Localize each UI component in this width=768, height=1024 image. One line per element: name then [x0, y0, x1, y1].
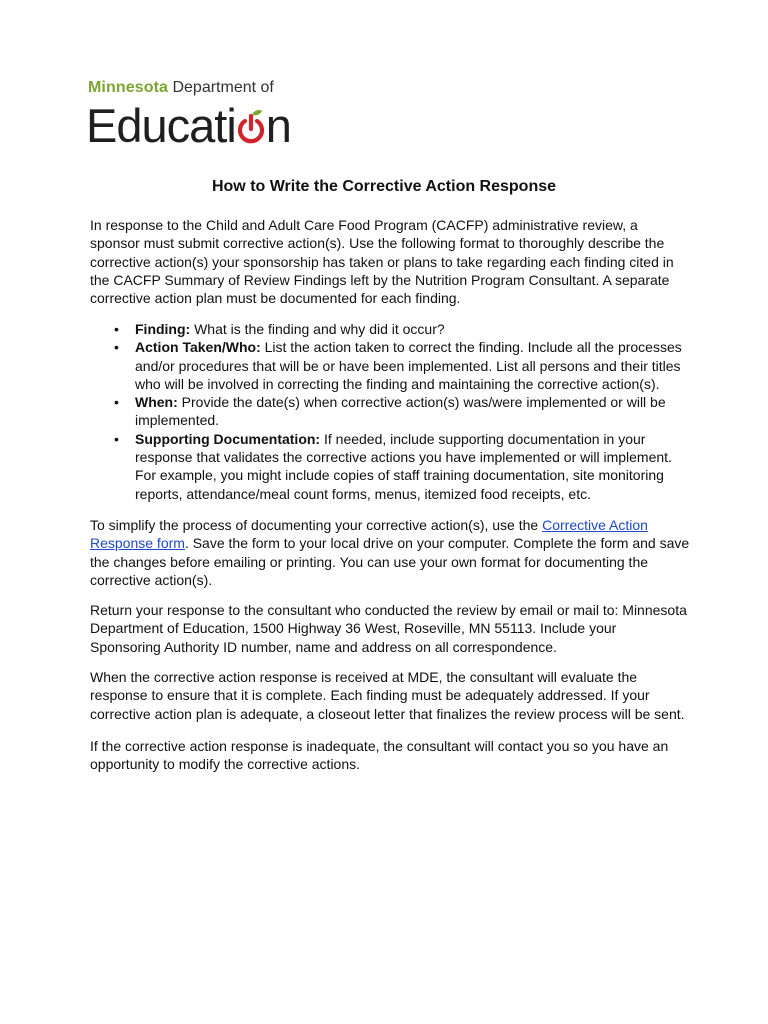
- bullet-text: Provide the date(s) when corrective action(s) was/were implemented or will be implemented.: [135, 394, 666, 429]
- bullet-label: Finding:: [135, 321, 191, 337]
- bullet-label: Action Taken/Who:: [135, 339, 261, 356]
- simplify-paragraph: [90, 516, 690, 589]
- list-item: [90, 430, 690, 503]
- apple-power-icon: [236, 108, 266, 142]
- logo-wordmark: [86, 100, 291, 152]
- bullet-text: List the action taken to correct the finding. Include all the processes and/or procedures that will be or have been implemented. List all persons and their titles who will be involved in correcting the finding and maintaining the corrective action(s).: [135, 339, 682, 392]
- bullet-text: If needed, include supporting documentation in your response that validates the corrective actions you have implemented or will implement. For example, you might include copies of staff training documentation, site monitoring reports, attendance/meal count forms, menus, itemized food receipts, etc.: [135, 430, 672, 502]
- evaluation-paragraph: When the corrective action response is received at MDE, the consultant will evaluate the response to ensure that it is complete. Each finding must be adequately addressed. If your corrective action plan is adequate, a closeout letter that finalizes the review process will be sent.: [90, 669, 685, 722]
- page-title: How to Write the Corrective Action Response: [211, 178, 557, 195]
- list-item: [90, 393, 690, 430]
- list-item: [90, 338, 690, 393]
- bullet-icon: •: [114, 430, 119, 447]
- logo-word-start: Educati: [86, 99, 236, 152]
- simplify-text-end: . Save the form to your local drive on your computer. Complete the form and save the changes before emailing or printing. You can use your own format for documenting the corrective action(s).: [90, 535, 690, 588]
- bullet-label: Supporting Documentation:: [135, 430, 321, 447]
- bullet-list: [90, 320, 690, 503]
- bullet-icon: •: [114, 339, 119, 356]
- logo-word-end: n: [265, 99, 291, 152]
- logo-state: Minnesota: [88, 79, 169, 96]
- corrective-action-form-link[interactable]: Corrective Action Response form: [90, 517, 648, 552]
- bullet-label: When:: [135, 394, 178, 411]
- inadequate-paragraph: If the corrective action response is inadequate, the consultant will contact you so you have an opportunity to modify the corrective actions.: [90, 738, 669, 773]
- return-paragraph: Return your response to the consultant who conducted the review by email or mail to: Minnesota Department of Education, 1500 Highway 36 West, Roseville, MN 55113. Include your Sponsoring Authority ID number, name and address on all correspondence.: [90, 602, 687, 655]
- bullet-text: What is the finding and why did it occur?: [190, 321, 445, 337]
- simplify-text-start: To simplify the process of documenting your corrective action(s), use the: [90, 517, 543, 533]
- logo-top-line: [88, 78, 274, 98]
- bullet-icon: •: [114, 321, 119, 337]
- list-item: [90, 320, 690, 338]
- bullet-icon: •: [114, 394, 119, 411]
- intro-paragraph: In response to the Child and Adult Care Food Program (CACFP) administrative review, a sponsor must submit corrective action(s). Use the following format to thoroughly describe the corrective action(s) your sponsorship has taken or plans to take regarding each finding cited in the CACFP Summary of Review Findings left by the Nutrition Program Consultant. A separate corrective action plan must be documented for each finding.: [90, 217, 674, 307]
- logo-department: Department of: [168, 79, 274, 96]
